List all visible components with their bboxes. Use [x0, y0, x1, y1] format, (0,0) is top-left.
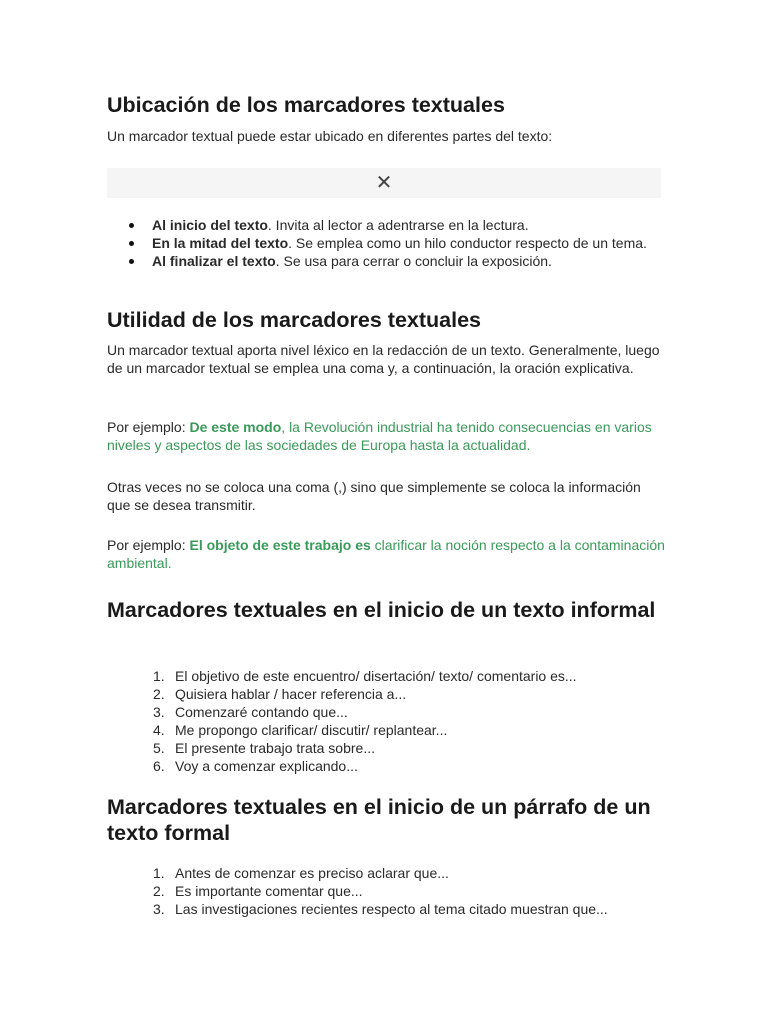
- list-item: 2. Es importante comentar que...: [153, 883, 363, 899]
- list-item: 6. Voy a comenzar explicando...: [153, 758, 358, 774]
- paragraph-utilidad: Un marcador textual aporta nivel léxico en la redacción de un texto. Generalmente, luego de un marcador textual se emplea una coma y, a continuación, la oración explicativa.: [107, 342, 660, 376]
- example-2: Por ejemplo: El objeto de este trabajo es clarificar la noción respecto a la contaminación ambiental.: [107, 537, 665, 571]
- ad-bar: [107, 168, 661, 198]
- example-1: Por ejemplo: De este modo, la Revolución industrial ha tenido consecuencias en varios niveles y aspectos de las sociedades de Europa hasta la actualidad.: [107, 419, 652, 453]
- list-item: 4. Me propongo clarificar/ discutir/ replantear...: [153, 722, 448, 738]
- list-item: 1. Antes de comenzar es preciso aclarar que...: [153, 865, 449, 881]
- heading-formal: Marcadores textuales en el inicio de un párrafo de un texto formal: [107, 795, 651, 845]
- list-item: En la mitad del texto. Se emplea como un hilo conductor respecto de un tema.: [107, 234, 667, 252]
- list-item: 1. El objetivo de este encuentro/ disertación/ texto/ comentario es...: [153, 668, 577, 684]
- list-item: 3. Comenzaré contando que...: [153, 704, 348, 720]
- list-item: 2. Quisiera hablar / hacer referencia a...: [153, 686, 407, 702]
- list-item: 3. Las investigaciones recientes respecto al tema citado muestran que...: [153, 901, 608, 917]
- location-bullet-list: [107, 216, 667, 270]
- list-item: 5. El presente trabajo trata sobre...: [153, 740, 375, 756]
- intro-ubicacion: Un marcador textual puede estar ubicado en diferentes partes del texto:: [107, 128, 553, 144]
- informal-marker-list: [107, 667, 667, 775]
- heading-ubicacion: Ubicación de los marcadores textuales: [107, 93, 505, 117]
- close-icon[interactable]: ✕: [375, 172, 393, 194]
- heading-utilidad: Utilidad de los marcadores textuales: [107, 308, 481, 332]
- formal-marker-list: [107, 864, 667, 918]
- heading-informal: Marcadores textuales en el inicio de un texto informal: [107, 598, 656, 622]
- paragraph-coma: Otras veces no se coloca una coma (,) sino que simplemente se coloca la información que se desea transmitir.: [107, 479, 641, 513]
- list-item: Al finalizar el texto. Se usa para cerrar o concluir la exposición.: [107, 252, 667, 270]
- list-item: Al inicio del texto. Invita al lector a adentrarse en la lectura.: [107, 216, 667, 234]
